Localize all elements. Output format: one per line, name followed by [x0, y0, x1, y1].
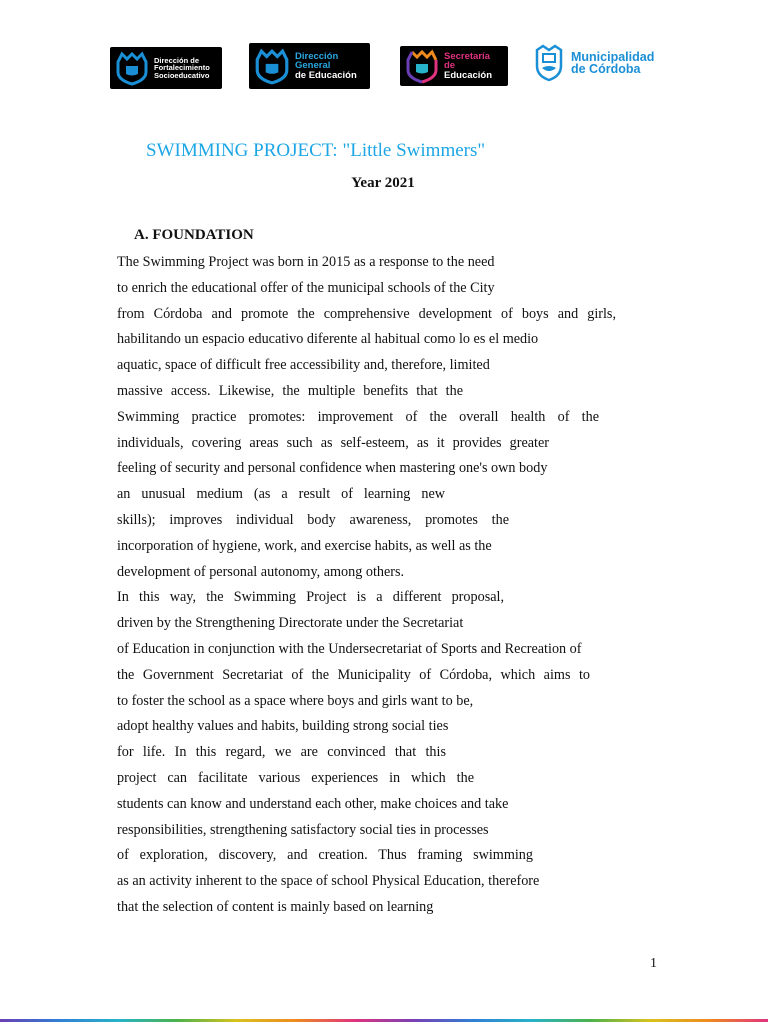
body-line: driven by the Strengthening Directorate under the Secretariat: [117, 615, 464, 632]
body-line: Swimming practice promotes: improvement of the overall health of the: [117, 408, 599, 425]
body-line: as an activity inherent to the space of school Physical Education, therefore: [117, 873, 540, 890]
body-line: to foster the school as a space where boys and girls want to be,: [117, 692, 474, 709]
body-line: the Government Secretariat of the Municipality of Córdoba, which aims to: [117, 666, 590, 683]
header-logos: [0, 43, 768, 91]
footer-color-bar: [0, 1019, 768, 1022]
body-line: students can know and understand each other, make choices and take: [117, 795, 509, 812]
page-number: 1: [650, 956, 657, 971]
body-line: to enrich the educational offer of the municipal schools of the City: [117, 279, 495, 296]
logo-text-line: Dirección de: [154, 55, 200, 65]
body-line: of exploration, discovery, and creation. Thus framing swimming: [117, 847, 533, 864]
section-heading: A. FOUNDATION: [134, 227, 254, 243]
shield-emblem-icon: [253, 47, 291, 85]
shield-emblem-icon: [114, 50, 150, 86]
body-line: an unusual medium (as a result of learning new: [117, 486, 445, 503]
body-text: [117, 253, 616, 924]
body-line: for life. In this regard, we are convinced that this: [117, 744, 446, 761]
body-line: that the selection of content is mainly based on learning: [117, 898, 434, 915]
body-line: The Swimming Project was born in 2015 as a response to the need: [117, 254, 495, 270]
city-coat-of-arms-icon: [533, 44, 565, 82]
logo-text-line: Educación: [444, 69, 493, 81]
document-year: [0, 175, 768, 192]
body-line: In this way, the Swimming Project is a different proposal,: [117, 589, 504, 606]
logo-secretaria-educacion: [400, 46, 508, 86]
year-text: Year 2021: [351, 175, 415, 191]
logo-text-line: Fortalecimiento: [154, 63, 210, 73]
body-line: from Córdoba and promote the comprehensive development of boys and girls,: [117, 305, 616, 322]
logo-direccion-general-educacion: [249, 43, 370, 89]
body-line: incorporation of hygiene, work, and exercise habits, as well as the: [117, 537, 492, 554]
body-line: aquatic, space of difficult free accessibility and, therefore, limited: [117, 357, 490, 374]
body-line: project can facilitate various experiences in which the: [117, 769, 474, 786]
logo-text-line: Socioeducativo: [154, 70, 210, 80]
body-line: adopt healthy values and habits, building strong social ties: [117, 718, 449, 735]
logo-text-line: Municipalidad: [571, 49, 655, 64]
multicolor-shield-icon: [404, 48, 440, 84]
logo-text-line: de Educación: [295, 69, 357, 81]
body-line: skills); improves individual body awareness, promotes the: [117, 511, 509, 528]
document-title: SWIMMING PROJECT: "Little Swimmers": [146, 140, 486, 161]
body-line: feeling of security and personal confidence when mastering one's own body: [117, 460, 548, 477]
body-line: habilitando un espacio educativo diferente al habitual como lo es el medio: [117, 331, 539, 348]
body-line: responsibilities, strengthening satisfactory social ties in processes: [117, 821, 489, 838]
body-line: individuals, covering areas such as self-esteem, as it provides greater: [117, 434, 549, 451]
body-line: development of personal autonomy, among others.: [117, 563, 405, 580]
logo-direccion-fortalecimiento: [110, 47, 222, 89]
logo-text-line: de Córdoba: [571, 62, 641, 76]
logo-text-line: Dirección General: [295, 50, 339, 72]
logo-municipalidad-cordoba: [533, 43, 665, 83]
body-line: massive access. Likewise, the multiple benefits that the: [117, 382, 463, 399]
body-line: of Education in conjunction with the Undersecretariat of Sports and Recreation of: [117, 640, 582, 657]
logo-text-line: Secretaría de: [444, 50, 490, 72]
